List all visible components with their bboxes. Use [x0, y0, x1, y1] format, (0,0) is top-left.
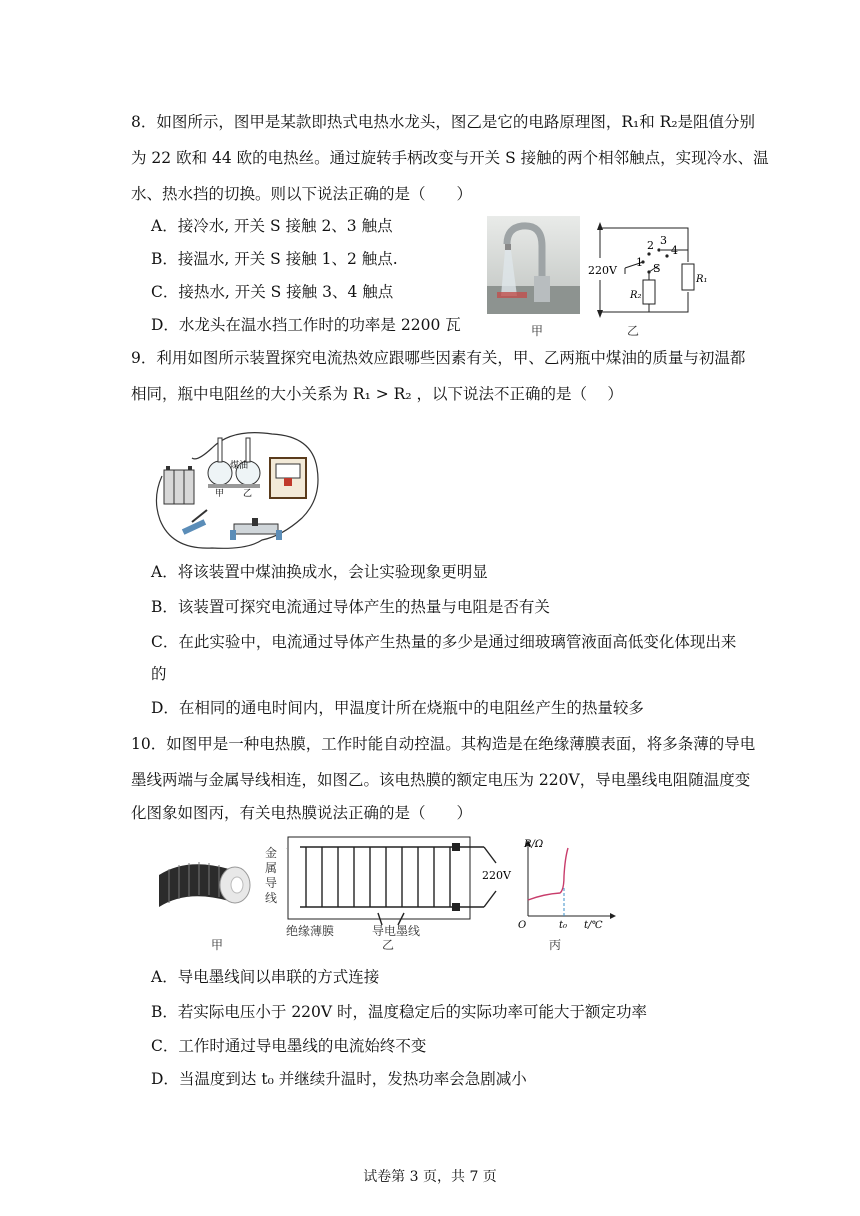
q9-flask-a-label: 甲: [215, 489, 225, 499]
metal-wire-label: 金属导线: [265, 846, 278, 905]
q10-option-a: A．导电墨线间以串联的方式连接: [151, 968, 380, 986]
q9-flask-b-label: 乙: [243, 489, 253, 499]
q8-stem-line3: 水、热水挡的切换。则以下说法正确的是（ ）: [131, 185, 473, 203]
q10-stem-line3: 化图象如图丙，有关电热膜说法正确的是（ ）: [131, 804, 473, 822]
q9-option-c: C．在此实验中，电流通过导体产生热量的多少是通过细玻璃管液面高低变化体现出来: [151, 633, 737, 651]
insulating-film-label: 绝缘薄膜: [286, 924, 335, 938]
r2-label: R₂: [630, 290, 642, 301]
q9-option-c-cont: 的: [151, 665, 167, 683]
q10-option-c: C．工作时通过导电墨线的电流始终不变: [151, 1037, 427, 1055]
q8-circuit-diagram: [583, 222, 708, 318]
q8-option-b: B．接温水, 开关 S 接触 1、2 触点.: [151, 250, 398, 268]
q9-option-a: A．将该装置中煤油换成水，会让实验现象更明显: [151, 563, 488, 581]
contact-4-label: 4: [671, 244, 678, 257]
q8-option-c: C．接热水, 开关 S 接触 3、4 触点: [151, 283, 394, 301]
faucet-photo: [487, 216, 580, 314]
graph-x-axis-label: t/℃: [584, 920, 603, 931]
q8-option-a: A．接冷水, 开关 S 接触 2、3 触点: [151, 217, 393, 235]
q9-apparatus-figure: [152, 428, 324, 556]
r1-label: R₁: [696, 274, 708, 285]
graph-t0-label: t₀: [559, 920, 568, 931]
heating-film-structure-diagram: [286, 835, 516, 929]
q8-option-d: D．水龙头在温水挡工作时的功率是 2200 瓦: [151, 316, 461, 334]
q8-voltage-label: 220V: [588, 264, 617, 277]
q9-stem-line2: 相同，瓶中电阻丝的大小关系为 R₁ > R₂ ，以下说法不正确的是（ ）: [131, 385, 623, 403]
q10-stem-line2: 墨线两端与金属导线相连，如图乙。该电热膜的额定电压为 220V，导电墨线电阻随温度变: [131, 771, 751, 789]
q10-fig-caption-c: 丙: [549, 938, 562, 952]
graph-origin-label: O: [518, 920, 527, 931]
contact-2-label: 2: [647, 239, 654, 252]
q10-stem-line1: 10．如图甲是一种电热膜，工作时能自动控温。其构造是在绝缘薄膜表面，将多条薄的导电: [131, 735, 756, 753]
contact-3-label: 3: [660, 234, 667, 247]
q9-option-b: B．该装置可探究电流通过导体产生的热量与电阻是否有关: [151, 598, 550, 616]
q9-stem-line1: 9．利用如图所示装置探究电流热效应跟哪些因素有关，甲、乙两瓶中煤油的质量与初温都: [131, 349, 746, 367]
resistance-temperature-graph: [514, 836, 619, 932]
page-footer: 试卷第 3 页，共 7 页: [363, 1169, 497, 1185]
q8-fig-caption-left: 甲: [531, 324, 544, 338]
graph-y-axis-label: R/Ω: [524, 839, 544, 850]
q8-stem-line1: 8．如图所示，图甲是某款即热式电热水龙头，图乙是它的电路原理图，R₁和 R₂是阻值分别: [131, 113, 756, 131]
q8-fig-caption-right: 乙: [627, 324, 640, 338]
q10-fig-caption-b: 乙: [382, 938, 395, 952]
q9-option-d: D．在相同的通电时间内，甲温度计所在烧瓶中的电阻丝产生的热量较多: [151, 699, 644, 717]
q9-oil-label: 煤油: [230, 461, 249, 471]
q10-option-d: D．当温度到达 t₀ 并继续升温时，发热功率会急剧减小: [151, 1070, 527, 1088]
heating-film-photo: [157, 845, 252, 917]
contact-1-label: 1: [636, 256, 643, 269]
q8-stem-line2: 为 22 欧和 44 欧的电热丝。通过旋转手柄改变与开关 S 接触的两个相邻触点，实现冷水、温: [131, 149, 769, 167]
q10-option-b: B．若实际电压小于 220V 时，温度稳定后的实际功率可能大于额定功率: [151, 1003, 648, 1021]
switch-s-label: S: [653, 262, 661, 275]
q10-voltage-label: 220V: [482, 869, 511, 882]
q10-fig-caption-a: 甲: [211, 938, 224, 952]
conductive-ink-line-label: 导电墨线: [372, 924, 421, 938]
